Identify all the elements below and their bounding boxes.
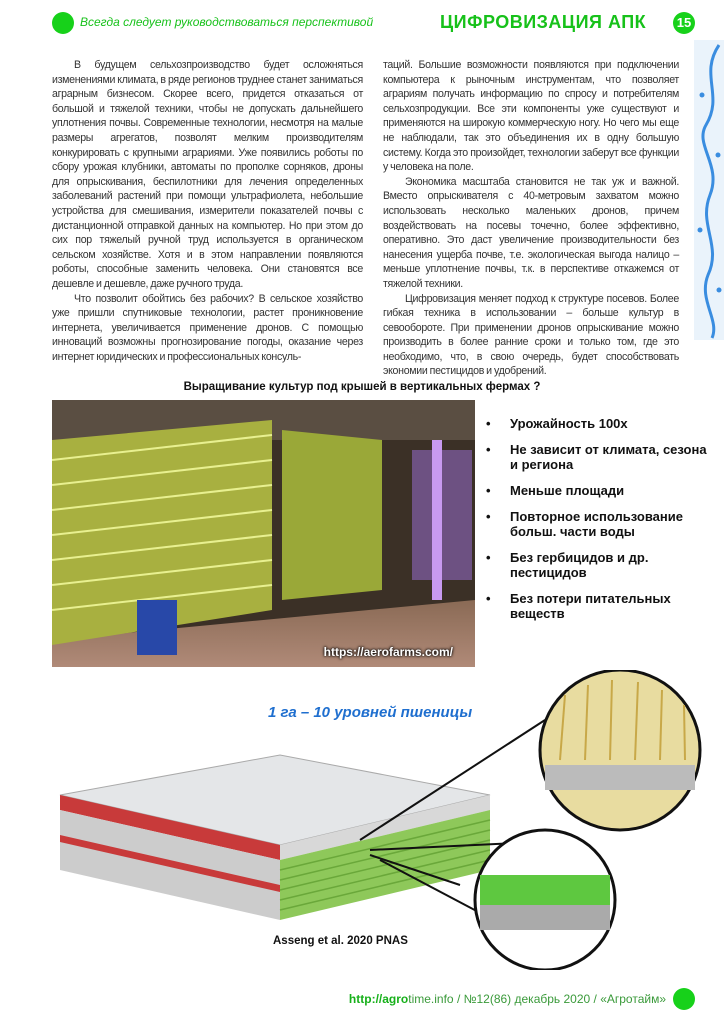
list-item: • Урожайность 100х: [486, 416, 711, 431]
page-number: 15: [673, 12, 695, 34]
vertical-farm-photo: [52, 400, 475, 667]
list-item: • Меньше площади: [486, 483, 711, 498]
section-title: ЦИФРОВИЗАЦИЯ АПК: [440, 12, 647, 32]
footer-dot: [673, 988, 695, 1010]
vertical-farm-image: [52, 400, 475, 667]
list-item: • Без потери питательных веществ: [486, 591, 711, 621]
article-paragraph: таций. Большие возможности появляются при подключении компьютера к рыночным инструментам, что позволяет аграриям получать информацию по спросу и потребителям сельхозпродукции. Все эти компоненты уже существуют и применяются на широкую коммерческую ногу. Но чего мы еще не наблюдали, так это объединения их в одну большую систему. Когда это произойдет, технологии заберут все функции у человека на поле.: [383, 59, 679, 174]
list-item: • Повторное использование больш. части воды: [486, 509, 711, 539]
footer-url-bold[interactable]: http://agro: [348, 992, 409, 1006]
article-right-column: [383, 58, 679, 379]
diagram-source: Asseng et al. 2020 PNAS: [273, 935, 408, 947]
footer: [349, 992, 666, 1006]
article-left-column: [52, 58, 363, 364]
list-item: • Без гербицидов и др. пестицидов: [486, 550, 711, 580]
article-paragraph: Цифровизация меняет подход к структуре посевов. Более гибкая техника в использовании – больше культур в севообороте. При применении дронов опрыскивание можно производить в более ранние сроки и только том, где это необходимо, что, в свою очередь, будет способствовать экономии пестицидов и удобрений.: [383, 292, 679, 378]
figure-title: Выращивание культур под крышей в вертикальных фермах ?: [183, 381, 541, 393]
article-paragraph: В будущем сельхозпроизводство будет осложняться изменениями климата, в ряде регионов труднее станет заниматься аграрным бизнесом. Скорее всего, придется отказаться от большой и тяжелой техники, чтобы не допускать дальнейшего уплотнения почвы. Современные технологии, несмотря на малые размеры агрегатов, позволят мелким производителям конкурировать с крупными аграриями. Уже появились роботы по сбору урожая клубники, автоматы по прополке сорняков, дроны для опрыскивания, беспилотники для лечения определенных заболеваний растений при помощи ультрафиолета, небольшие устройства для смешивания, измерители показателей почвы с дистанционной отправкой данных на компьютер. Но при этом до сих пор тяжелый ручной труд используется в органическом сельском хозяйстве. Хотя и в этом направлении появляются роботы, способные заменить человека. Они становятся все дешевле и дешевле, даже ручного труда.: [52, 59, 363, 290]
header-tagline: Всегда следует руководствоваться перспективой: [80, 15, 374, 29]
article-paragraph: Экономика масштаба становится не так уж и важной. Вместо опрыскивателя с 40-метровым захватом можно использовать несколько маленьких дронов, причем воздействовать на посевы точечно, более эффективно, оперативно. Это даст увеличение производительности без нанесения ущерба почве, т.е. экологическая выгода налицо – меньше уплотнение почвы, т.к. в перспективе откажемся от тяжелой техники.: [383, 175, 679, 290]
footer-url-rest[interactable]: time.info: [408, 992, 454, 1006]
benefits-list: [486, 416, 711, 632]
diagram-title: 1 га – 10 уровней пшеницы: [268, 704, 473, 721]
list-item: • Не зависит от климата, сезона и региона: [486, 442, 711, 472]
article-paragraph: Что позволит обойтись без рабочих? В сельское хозяйство уже пришли спутниковые технологии, растет проникновение интернета, увеличивается применение дронов. С помощью инноваций возможны прогнозирование погоды, оказание через интернет юридических и профессиональных консуль-: [52, 292, 363, 363]
photo-credit-link[interactable]: https://aerofarms.com/: [323, 645, 453, 659]
header-dot: [52, 12, 74, 34]
ornament-decoration: [694, 40, 724, 340]
footer-issue: / №12(86) декабрь 2020 / «Агротайм»: [453, 992, 666, 1006]
